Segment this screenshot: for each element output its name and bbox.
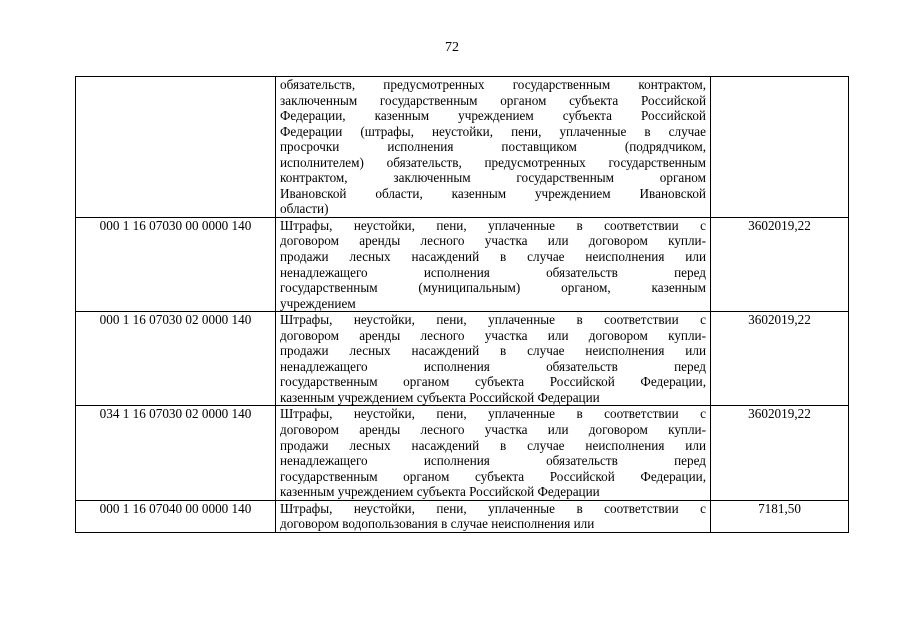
- description-line: Штрафы, неустойки, пени, уплаченные в соответствии с: [280, 406, 706, 422]
- description-line: продажи лесных насаждений в случае неисполнения или: [280, 249, 706, 265]
- classification-code: 000 1 16 07030 02 0000 140: [76, 312, 276, 406]
- table-row: [76, 312, 849, 406]
- amount-cell: 3602019,22: [711, 217, 849, 311]
- description-line: казенным учреждением субъекта Российской Федерации: [280, 484, 600, 500]
- table-body: [76, 77, 849, 533]
- amount-cell: 3602019,22: [711, 406, 849, 500]
- table-row: [76, 77, 849, 218]
- description-line: договором водопользования в случае неисполнения или: [280, 516, 595, 532]
- description-line: договором аренды лесного участка или договором купли-: [280, 422, 706, 438]
- description-line: договором аренды лесного участка или договором купли-: [280, 233, 706, 249]
- page-number: 72: [445, 40, 459, 55]
- description-cell: [276, 500, 711, 532]
- description-line: государственным органом субъекта Российской Федерации,: [280, 374, 706, 390]
- description-line: заключенным государственным органом субъекта Российской: [280, 92, 706, 108]
- description-line: продажи лесных насаждений в случае неисполнения или: [280, 343, 706, 359]
- table-row: [76, 500, 849, 532]
- classification-code: 000 1 16 07030 00 0000 140: [76, 217, 276, 311]
- description-line: просрочки исполнения поставщиком (подрядчиком,: [280, 139, 706, 155]
- description-line: исполнителем) обязательств, предусмотренных государственным: [280, 154, 706, 170]
- description-line: государственным (муниципальным) органом, казенным: [280, 280, 706, 296]
- description-line: казенным учреждением субъекта Российской Федерации: [280, 389, 600, 405]
- description-cell: [276, 77, 711, 218]
- classification-code: 000 1 16 07040 00 0000 140: [76, 500, 276, 532]
- description-line: обязательств, предусмотренных государственным контрактом,: [280, 77, 706, 92]
- amount-cell: 3602019,22: [711, 312, 849, 406]
- classification-code: 034 1 16 07030 02 0000 140: [76, 406, 276, 500]
- description-line: государственным органом субъекта Российской Федерации,: [280, 468, 706, 484]
- description-line: Штрафы, неустойки, пени, уплаченные в соответствии с: [280, 500, 706, 516]
- amount-cell: [711, 77, 849, 218]
- description-line: Ивановской области, казенным учреждением Ивановской: [280, 185, 706, 201]
- description-line: ненадлежащего исполнения обязательств перед: [280, 358, 706, 374]
- table-row: [76, 406, 849, 500]
- description-line: учреждением: [280, 295, 356, 311]
- description-line: ненадлежащего исполнения обязательств перед: [280, 453, 706, 469]
- description-line: Штрафы, неустойки, пени, уплаченные в соответствии с: [280, 217, 706, 233]
- description-line: договором аренды лесного участка или договором купли-: [280, 327, 706, 343]
- revenue-table: [75, 76, 849, 533]
- classification-code: [76, 77, 276, 218]
- description-cell: [276, 312, 711, 406]
- description-line: Федерации (штрафы, неустойки, пени, уплаченные в случае: [280, 123, 706, 139]
- table-row: [76, 217, 849, 311]
- amount-cell: 7181,50: [711, 500, 849, 532]
- description-line: ненадлежащего исполнения обязательств перед: [280, 264, 706, 280]
- description-cell: [276, 406, 711, 500]
- description-line: контрактом, заключенным государственным органом: [280, 170, 706, 186]
- description-line: продажи лесных насаждений в случае неисполнения или: [280, 437, 706, 453]
- description-line: области): [280, 201, 329, 217]
- description-line: Штрафы, неустойки, пени, уплаченные в соответствии с: [280, 312, 706, 328]
- description-cell: [276, 217, 711, 311]
- description-line: Федерации, казенным учреждением субъекта Российской: [280, 108, 706, 124]
